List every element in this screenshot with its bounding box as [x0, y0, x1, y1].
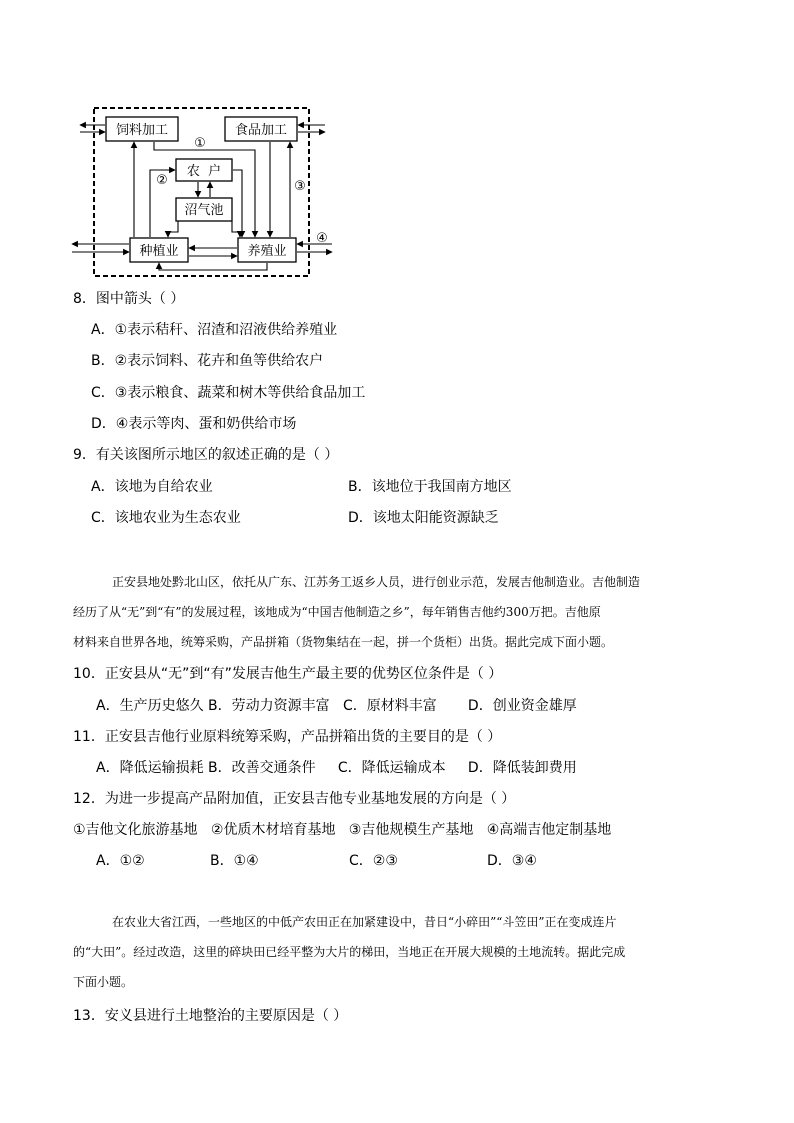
q13-stem: 13．安义县进行土地整治的主要原因是（ ）	[73, 1008, 348, 1024]
q12-option-b: B．①④	[210, 853, 259, 869]
q12-option-d: D．③④	[487, 853, 537, 869]
q12-choices: ①吉他文化旅游基地 ②优质木材培育基地 ③吉他规模生产基地 ④高端吉他定制基地	[73, 822, 612, 838]
q12-stem: 12．为进一步提高产品附加值，正安县吉他专业基地发展的方向是（ ）	[73, 791, 516, 807]
q11-options: A．降低运输损耗 B．改善交通条件 C．降低运输成本 D．降低装卸费用	[96, 760, 577, 776]
q9-option-d: D．该地太阳能资源缺乏	[348, 510, 499, 526]
marker-3: ③	[294, 179, 306, 194]
q9-option-a: A．该地为自给农业	[91, 479, 213, 495]
q11-stem: 11．正安县吉他行业原料统筹采购，产品拼箱出货的主要目的是（ ）	[73, 729, 502, 745]
passage-1-line-2: 经历了从“无”到“有”的发展过程，该地成为“中国吉他制造之乡”，每年销售吉他约300万把。吉他原	[73, 605, 601, 619]
box-biogas-label: 沼气池	[184, 203, 224, 218]
passage-2-line-1: 在农业大省江西，一些地区的中低产农田正在加紧建设中，昔日“小碎田”“斗笠田”正在变成连片	[112, 915, 617, 929]
marker-2: ②	[156, 173, 168, 188]
q10-stem: 10．正安县从“无”到“有”发展吉他生产最主要的优势区位条件是（ ）	[73, 666, 503, 682]
q9-option-b: B．该地位于我国南方地区	[348, 479, 512, 495]
q8-option-a: A．①表示秸秆、沼渣和沼液供给养殖业	[91, 322, 338, 338]
q12-option-a: A．①②	[96, 853, 145, 869]
q12-option-c: C．②③	[349, 853, 398, 869]
box-breeding-label: 养殖业	[247, 244, 287, 259]
box-food-label: 食品加工	[234, 123, 288, 138]
q8-option-b: B．②表示饲料、花卉和鱼等供给农户	[91, 353, 324, 369]
q8-stem: 8．图中箭头（ ）	[73, 291, 185, 307]
q8-option-c: C．③表示粮食、蔬菜和树木等供给食品加工	[91, 385, 366, 401]
passage-2-line-3: 下面小题。	[73, 975, 134, 989]
q9-option-c: C．该地农业为生态农业	[91, 510, 241, 526]
passage-2-line-2: 的“大田”。经过改造，这里的碎块田已经平整为大片的梯田，当地正在开展大规模的土地流转。据此完成	[73, 945, 626, 959]
box-planting-label: 种植业	[139, 244, 179, 259]
agriculture-flow-diagram	[70, 102, 340, 282]
marker-1: ①	[194, 136, 206, 151]
passage-1-line-3: 材料来自世界各地，统筹采购，产品拼箱（货物集结在一起，拼一个货柜）出货。据此完成下面小题。	[73, 635, 614, 649]
q10-options: A．生产历史悠久 B．劳动力资源丰富 C．原材料丰富 D．创业资金雄厚	[96, 698, 577, 714]
q8-option-d: D．④表示等肉、蛋和奶供给市场	[91, 416, 297, 432]
marker-4: ④	[316, 231, 328, 246]
box-feed-label: 饲料加工	[115, 123, 169, 138]
box-farmer-label: 农 户	[186, 164, 222, 179]
q9-stem: 9．有关该图所示地区的叙述正确的是（ ）	[73, 447, 339, 463]
passage-1-line-1: 正安县地处黔北山区，依托从广东、江苏务工返乡人员，进行创业示范，发展吉他制造业。吉他制造	[112, 575, 641, 589]
